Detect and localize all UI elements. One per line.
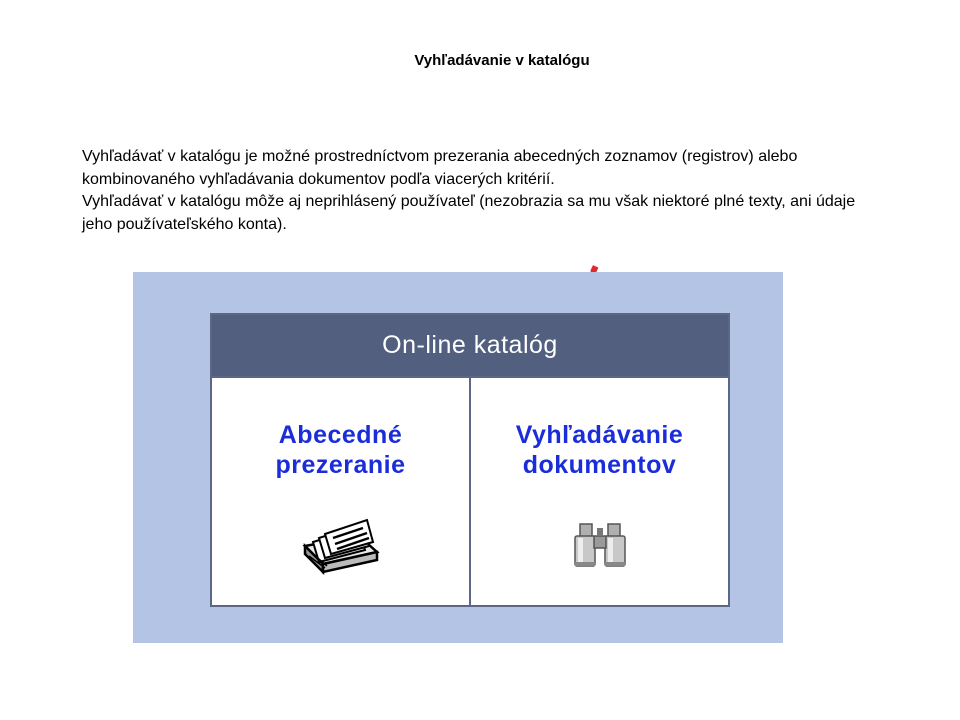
alphabetical-browse-label: Abecedné prezeranie bbox=[275, 421, 406, 479]
catalog-header: On-line katalóg bbox=[212, 315, 728, 376]
slide-body-text bbox=[82, 146, 882, 236]
catalog-options bbox=[212, 376, 728, 605]
body-paragraph-1: Vyhľadávať v katalógu je možné prostredníctvom prezerania abecedných zoznamov (registrov) alebo kombinovaného vyhľadávania dokumentov podľa viacerých kritérií. bbox=[82, 148, 798, 188]
binoculars-icon[interactable] bbox=[570, 516, 630, 576]
document-search-label: Vyhľadávanie dokumentov bbox=[515, 421, 684, 479]
catalog-screenshot bbox=[133, 272, 783, 643]
online-catalog-panel bbox=[210, 313, 730, 607]
alphabetical-browse-option[interactable] bbox=[212, 378, 469, 605]
body-paragraph-2: Vyhľadávať v katalógu môže aj neprihlásený používateľ (nezobrazia sa mu však niektoré plné texty, ani údaje jeho používateľského konta). bbox=[82, 193, 856, 233]
slide-title: Vyhľadávanie v katalógu bbox=[414, 52, 590, 69]
card-index-icon[interactable] bbox=[301, 516, 381, 580]
document-search-option[interactable] bbox=[469, 378, 728, 605]
